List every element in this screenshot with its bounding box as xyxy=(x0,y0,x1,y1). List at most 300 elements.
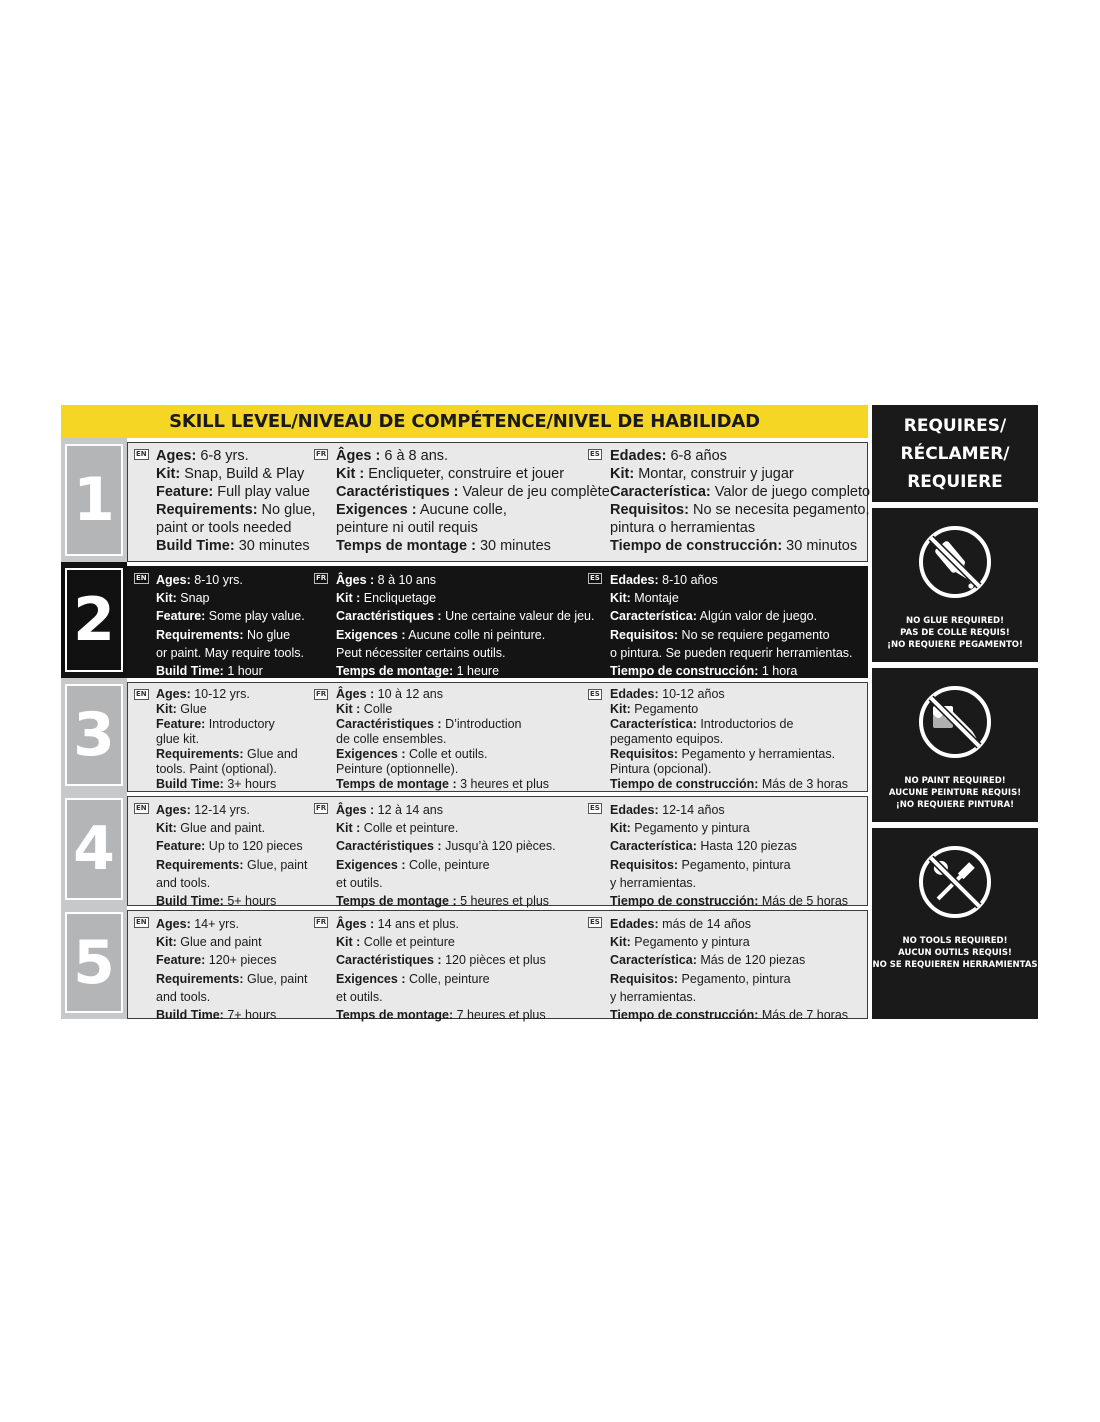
detail-value: Encliqueter, construire et jouer xyxy=(364,466,565,482)
detail-value: Peut nécessiter certains outils. xyxy=(336,645,506,660)
detail-label: Exigences : xyxy=(336,747,406,761)
detail-value: glue kit. xyxy=(156,732,200,746)
detail-line xyxy=(610,856,864,874)
detail-value: de colle ensembles. xyxy=(336,732,447,746)
detail-value: and tools. xyxy=(156,875,211,890)
detail-label: Requisitos: xyxy=(610,627,679,642)
detail-line xyxy=(610,951,864,969)
detail-value: et outils. xyxy=(336,989,383,1004)
detail-value: Pintura (opcional). xyxy=(610,762,712,776)
detail-line xyxy=(156,717,316,732)
detail-line xyxy=(610,589,864,607)
lang-tag-es: ES xyxy=(590,450,600,458)
no-tools-icon xyxy=(917,844,993,920)
detail-label: Requirements: xyxy=(156,747,244,761)
detail-line xyxy=(610,717,864,732)
detail-value: 10 à 12 ans xyxy=(374,687,444,701)
detail-value: Glue and xyxy=(243,747,298,761)
detail-line xyxy=(156,571,316,589)
detail-line xyxy=(336,717,594,732)
detail-label: Característica: xyxy=(610,484,711,500)
detail-value: and tools. xyxy=(156,989,211,1004)
detail-line xyxy=(610,519,864,537)
detail-line xyxy=(610,933,864,951)
no-glue-en: NO GLUE REQUIRED! xyxy=(906,616,1004,626)
detail-line xyxy=(156,819,316,837)
detail-label: Feature: xyxy=(156,609,206,624)
detail-line xyxy=(610,1006,864,1024)
detail-label: Exigences : xyxy=(336,502,417,518)
detail-line xyxy=(336,970,594,988)
no-paint-es: ¡NO REQUIERE PINTURA! xyxy=(895,800,1015,810)
detail-label: Feature: xyxy=(156,484,214,500)
requires-heading xyxy=(872,405,1038,502)
detail-line xyxy=(336,988,594,1006)
detail-line xyxy=(336,874,594,892)
detail-label: Âges : xyxy=(336,917,375,931)
detail-label: Requisitos: xyxy=(610,747,679,761)
detail-line xyxy=(610,447,864,465)
detail-line xyxy=(336,447,594,465)
detail-line xyxy=(336,702,594,717)
skill-level-chart xyxy=(61,405,1042,1023)
detail-value: 12-14 años xyxy=(658,803,725,817)
detail-label: Edades: xyxy=(610,448,667,464)
detail-label: Temps de montage: xyxy=(336,1008,454,1023)
no-glue-fr: PAS DE COLLE REQUIS! xyxy=(900,628,1010,638)
detail-value: Colle et outils. xyxy=(405,747,488,761)
detail-label: Kit: xyxy=(156,935,177,950)
detail-line xyxy=(610,777,864,792)
detail-label: Kit : xyxy=(336,821,361,836)
lang-tag-en: EN xyxy=(136,574,147,582)
detail-value: 1 hour xyxy=(223,664,263,679)
detail-value: or paint. May require tools. xyxy=(156,645,304,660)
detail-label: Ages: xyxy=(156,573,191,587)
detail-value: Colle xyxy=(360,702,393,716)
detail-label: Kit: xyxy=(156,591,177,606)
detail-line xyxy=(156,465,316,483)
detail-line xyxy=(610,837,864,855)
no-tools-es: ¡NO SE REQUIEREN HERRAMIENTAS! xyxy=(868,960,1042,970)
detail-line xyxy=(336,519,594,537)
requirement-no-paint xyxy=(872,668,1038,822)
no-tools-label xyxy=(869,935,1042,971)
detail-value: 8-10 yrs. xyxy=(190,573,243,587)
detail-value: tools. Paint (optional). xyxy=(156,762,277,776)
lang-tag-fr: FR xyxy=(316,804,327,812)
detail-label: Tiempo de construcción: xyxy=(610,777,759,791)
detail-line xyxy=(156,519,316,537)
detail-label: Exigences : xyxy=(336,627,406,642)
level-row-2 xyxy=(61,562,868,678)
detail-line xyxy=(156,777,316,792)
detail-label: Temps de montage : xyxy=(336,894,457,909)
detail-line xyxy=(156,644,316,662)
detail-line xyxy=(336,856,594,874)
detail-value: Más de 120 piezas xyxy=(696,953,806,968)
detail-label: Ages: xyxy=(156,917,191,931)
no-tools-en: NO TOOLS REQUIRED! xyxy=(902,936,1008,946)
detail-line xyxy=(336,933,594,951)
detail-value: 1 hora xyxy=(758,664,798,679)
detail-line xyxy=(156,747,316,762)
detail-line xyxy=(610,626,864,644)
detail-line xyxy=(156,762,316,777)
detail-label: Kit: xyxy=(156,702,177,716)
detail-value: Algún valor de juego. xyxy=(696,609,818,624)
detail-label: Kit: xyxy=(156,466,181,482)
detail-value: Glue and paint xyxy=(176,935,262,950)
detail-label: Tiempo de construcción: xyxy=(610,894,759,909)
detail-label: Kit: xyxy=(610,935,631,950)
detail-value: 7+ hours xyxy=(223,1008,277,1023)
detail-line xyxy=(156,589,316,607)
level-row-3 xyxy=(61,678,868,792)
detail-value: pintura o herramientas xyxy=(610,520,756,536)
detail-value: 8-10 años xyxy=(658,573,718,587)
detail-label: Ages: xyxy=(156,687,191,701)
detail-line xyxy=(610,465,864,483)
detail-line xyxy=(336,777,594,792)
detail-label: Build Time: xyxy=(156,777,224,791)
detail-label: Caractéristiques : xyxy=(336,717,442,731)
detail-label: Característica: xyxy=(610,839,697,854)
lang-tag-es: ES xyxy=(590,574,600,582)
detail-label: Build Time: xyxy=(156,1008,224,1023)
detail-label: Build Time: xyxy=(156,894,224,909)
detail-label: Âges : xyxy=(336,573,375,587)
level-number-box xyxy=(65,444,123,556)
lang-tag-en: EN xyxy=(136,450,147,458)
detail-value: Full play value xyxy=(213,484,310,500)
detail-value: 6 à 8 ans. xyxy=(380,448,449,464)
detail-value: Jusqu’à 120 pièces. xyxy=(441,839,556,854)
detail-label: Característica: xyxy=(610,717,697,731)
detail-label: Caractéristiques : xyxy=(336,953,442,968)
level-details xyxy=(127,566,868,678)
detail-line xyxy=(610,747,864,762)
no-glue-icon xyxy=(917,524,993,600)
no-glue-es: ¡NO REQUIERE PEGAMENTO! xyxy=(887,640,1023,650)
detail-value: Colle et peinture. xyxy=(360,821,459,836)
detail-value: 8 à 10 ans xyxy=(374,573,437,587)
detail-line xyxy=(610,483,871,501)
detail-line xyxy=(610,537,864,555)
detail-line xyxy=(156,856,316,874)
detail-value: y herramientas. xyxy=(610,875,697,890)
detail-label: Temps de montage: xyxy=(336,664,454,679)
detail-label: Requisitos: xyxy=(610,857,679,872)
detail-value: 14+ yrs. xyxy=(190,917,240,931)
detail-value: 1 heure xyxy=(453,664,500,679)
lang-tag-fr: FR xyxy=(316,574,327,582)
detail-label: Requisitos: xyxy=(610,971,679,986)
detail-line xyxy=(336,607,594,625)
level-number: 3 xyxy=(73,700,115,770)
detail-label: Característica: xyxy=(610,609,697,624)
detail-label: Exigences : xyxy=(336,857,406,872)
lang-tag-fr: FR xyxy=(316,690,327,698)
detail-line xyxy=(156,933,316,951)
detail-line xyxy=(156,951,316,969)
detail-line xyxy=(610,819,864,837)
detail-label: Âges : xyxy=(336,448,381,464)
detail-value: 120+ pieces xyxy=(205,953,277,968)
detail-label: Feature: xyxy=(156,717,206,731)
detail-label: Edades: xyxy=(610,917,659,931)
detail-value: 5+ hours xyxy=(223,894,277,909)
detail-line xyxy=(610,874,864,892)
detail-line xyxy=(610,644,864,662)
level-row-5 xyxy=(61,906,868,1023)
detail-label: Requirements: xyxy=(156,627,244,642)
detail-value: 7 heures et plus xyxy=(453,1008,546,1023)
level-details xyxy=(127,796,868,909)
detail-line xyxy=(336,915,594,933)
detail-value: 12-14 yrs. xyxy=(190,803,250,817)
detail-value: 30 minutes xyxy=(234,538,310,554)
detail-label: Edades: xyxy=(610,573,659,587)
detail-line xyxy=(610,687,864,702)
detail-line xyxy=(610,571,864,589)
detail-line xyxy=(336,626,594,644)
detail-label: Build Time: xyxy=(156,538,235,554)
detail-label: Âges : xyxy=(336,687,375,701)
detail-line xyxy=(610,915,864,933)
detail-value: 30 minutes xyxy=(475,538,551,554)
detail-label: Tiempo de construcción: xyxy=(610,1008,759,1023)
detail-line xyxy=(156,626,316,644)
detail-line xyxy=(336,644,594,662)
requires-heading-es: REQUIERE xyxy=(907,471,1003,492)
detail-value: Up to 120 pieces xyxy=(205,839,303,854)
detail-label: Feature: xyxy=(156,839,206,854)
detail-line xyxy=(156,501,316,519)
detail-line xyxy=(336,1006,594,1024)
detail-line xyxy=(156,702,316,717)
detail-label: Ages: xyxy=(156,448,197,464)
lang-tag-es: ES xyxy=(590,690,600,698)
detail-line xyxy=(336,589,594,607)
detail-line xyxy=(610,501,870,519)
detail-label: Feature: xyxy=(156,953,206,968)
detail-line xyxy=(336,687,594,702)
detail-line xyxy=(336,732,594,747)
level-number: 5 xyxy=(73,927,115,998)
detail-value: Colle, peinture xyxy=(405,857,490,872)
detail-value: 120 pièces et plus xyxy=(441,953,546,968)
detail-value: Peinture (optionnelle). xyxy=(336,762,459,776)
detail-label: Tiempo de construcción: xyxy=(610,664,759,679)
no-paint-en: NO PAINT REQUIRED! xyxy=(904,776,1006,786)
detail-line xyxy=(610,732,864,747)
detail-label: Requirements: xyxy=(156,971,244,986)
skill-level-title: SKILL LEVEL/NIVEAU DE COMPÉTENCE/NIVEL DE HABILIDAD xyxy=(61,405,868,438)
detail-label: Kit: xyxy=(610,702,631,716)
detail-value: Colle et peinture xyxy=(360,935,455,950)
detail-label: Tiempo de construcción: xyxy=(610,538,783,554)
detail-value: Aucune colle, xyxy=(416,502,507,518)
detail-value: Encliquetage xyxy=(360,591,437,606)
detail-label: Edades: xyxy=(610,687,659,701)
detail-value: Snap, Build & Play xyxy=(180,466,305,482)
detail-value: Más de 7 horas xyxy=(758,1008,849,1023)
detail-value: Valor de juego completo xyxy=(710,484,871,500)
detail-line xyxy=(156,732,316,747)
detail-value: Pegamento y pintura xyxy=(630,821,750,836)
detail-label: Build Time: xyxy=(156,664,224,679)
requires-heading-en: REQUIRES/ xyxy=(903,415,1007,436)
detail-label: Kit: xyxy=(610,821,631,836)
no-paint-fr: AUCUNE PEINTURE REQUIS! xyxy=(888,788,1022,798)
detail-value: 14 ans et plus. xyxy=(374,917,459,931)
detail-value: Pegamento, pintura xyxy=(678,857,791,872)
detail-line xyxy=(156,537,316,555)
detail-label: Ages: xyxy=(156,803,191,817)
detail-value: et outils. xyxy=(336,875,383,890)
lang-tag-en: EN xyxy=(136,690,147,698)
detail-value: 30 minutos xyxy=(782,538,858,554)
detail-line xyxy=(610,970,864,988)
requirement-no-tools xyxy=(868,828,1042,1019)
detail-value: 3 heures et plus xyxy=(456,777,550,791)
level-row-4 xyxy=(61,792,868,909)
detail-value: 5 heures et plus xyxy=(456,894,550,909)
detail-value: Montaje xyxy=(630,591,679,606)
detail-label: Kit : xyxy=(336,935,361,950)
detail-label: Exigences : xyxy=(336,971,406,986)
level-number: 1 xyxy=(73,465,115,535)
detail-value: Une certaine valeur de jeu. xyxy=(441,609,595,624)
level-number-box xyxy=(65,912,123,1013)
detail-line xyxy=(156,607,316,625)
detail-label: Característica: xyxy=(610,953,697,968)
lang-tag-en: EN xyxy=(136,804,147,812)
lang-tag-es: ES xyxy=(590,918,600,926)
level-number-box xyxy=(65,684,123,786)
detail-line xyxy=(336,762,594,777)
detail-value: paint or tools needed xyxy=(156,520,292,536)
detail-value: Aucune colle ni peinture. xyxy=(405,627,546,642)
detail-label: Kit : xyxy=(336,466,365,482)
detail-line xyxy=(336,501,594,519)
level-number-box xyxy=(65,568,123,672)
detail-value: más de 14 años xyxy=(658,917,752,931)
detail-value: 10-12 yrs. xyxy=(190,687,250,701)
detail-value: 10-12 años xyxy=(658,687,725,701)
detail-value: No se necesita pegamento, xyxy=(688,502,870,518)
detail-line xyxy=(336,571,594,589)
detail-line xyxy=(336,465,594,483)
detail-value: No glue, xyxy=(257,502,316,518)
detail-value: D’introduction xyxy=(441,717,522,731)
detail-line xyxy=(336,837,594,855)
detail-label: Kit : xyxy=(336,591,361,606)
detail-label: Kit: xyxy=(156,821,177,836)
detail-value: pegamento equipos. xyxy=(610,732,724,746)
detail-line xyxy=(156,1006,316,1024)
detail-line xyxy=(610,801,864,819)
detail-value: Glue, paint xyxy=(243,971,308,986)
requires-heading-fr: RÉCLAMER/ xyxy=(900,443,1010,464)
detail-value: o pintura. Se pueden requerir herramientas. xyxy=(610,645,853,660)
detail-label: Kit : xyxy=(336,702,361,716)
detail-line xyxy=(156,915,316,933)
detail-label: Requirements: xyxy=(156,502,258,518)
detail-line xyxy=(610,762,864,777)
detail-value: y herramientas. xyxy=(610,989,697,1004)
detail-value: Glue, paint xyxy=(243,857,308,872)
detail-label: Caractéristiques : xyxy=(336,839,442,854)
detail-line xyxy=(336,819,594,837)
detail-value: Más de 3 horas xyxy=(758,777,849,791)
detail-line xyxy=(610,702,864,717)
requirement-no-glue xyxy=(872,508,1038,662)
detail-value: Glue xyxy=(176,702,207,716)
detail-label: Edades: xyxy=(610,803,659,817)
detail-value: 12 à 14 ans xyxy=(374,803,444,817)
detail-value: Montar, construir y jugar xyxy=(634,466,794,482)
detail-value: Pegamento, pintura xyxy=(678,971,791,986)
detail-value: 3+ hours xyxy=(223,777,277,791)
detail-value: Hasta 120 piezas xyxy=(696,839,797,854)
no-paint-icon xyxy=(917,684,993,760)
lang-tag-en: EN xyxy=(136,918,147,926)
detail-label: Requirements: xyxy=(156,857,244,872)
detail-label: Âges : xyxy=(336,803,375,817)
detail-value: 6-8 años xyxy=(666,448,727,464)
detail-line xyxy=(610,988,864,1006)
detail-value: No se requiere pegamento xyxy=(678,627,830,642)
detail-label: Caractéristiques : xyxy=(336,484,459,500)
detail-line xyxy=(156,447,316,465)
no-paint-label xyxy=(889,775,1021,811)
detail-value: Some play value. xyxy=(205,609,305,624)
detail-value: Pegamento y pintura xyxy=(630,935,750,950)
detail-value: No glue xyxy=(243,627,291,642)
detail-line xyxy=(336,801,594,819)
detail-line xyxy=(336,537,594,555)
detail-value: peinture ni outil requis xyxy=(336,520,478,536)
detail-line xyxy=(610,607,864,625)
lang-tag-es: ES xyxy=(590,804,600,812)
detail-label: Kit: xyxy=(610,591,631,606)
no-glue-label xyxy=(887,615,1023,651)
detail-value: Pegamento y herramientas. xyxy=(678,747,836,761)
detail-value: Introductory xyxy=(205,717,275,731)
detail-line xyxy=(156,874,316,892)
detail-label: Requisitos: xyxy=(610,502,689,518)
detail-label: Caractéristiques : xyxy=(336,609,442,624)
detail-value: Pegamento xyxy=(630,702,699,716)
detail-line xyxy=(156,801,316,819)
detail-value: Más de 5 horas xyxy=(758,894,849,909)
level-number: 2 xyxy=(73,585,115,655)
level-row-1 xyxy=(61,438,871,562)
detail-value: Introductorios de xyxy=(696,717,794,731)
detail-line xyxy=(156,837,316,855)
level-number: 4 xyxy=(73,814,115,884)
detail-value: 6-8 yrs. xyxy=(196,448,249,464)
detail-line xyxy=(336,747,594,762)
level-number-box xyxy=(65,798,123,900)
detail-label: Kit: xyxy=(610,466,635,482)
detail-line xyxy=(156,483,316,501)
detail-line xyxy=(156,988,316,1006)
detail-line xyxy=(336,483,610,501)
detail-line xyxy=(156,970,316,988)
